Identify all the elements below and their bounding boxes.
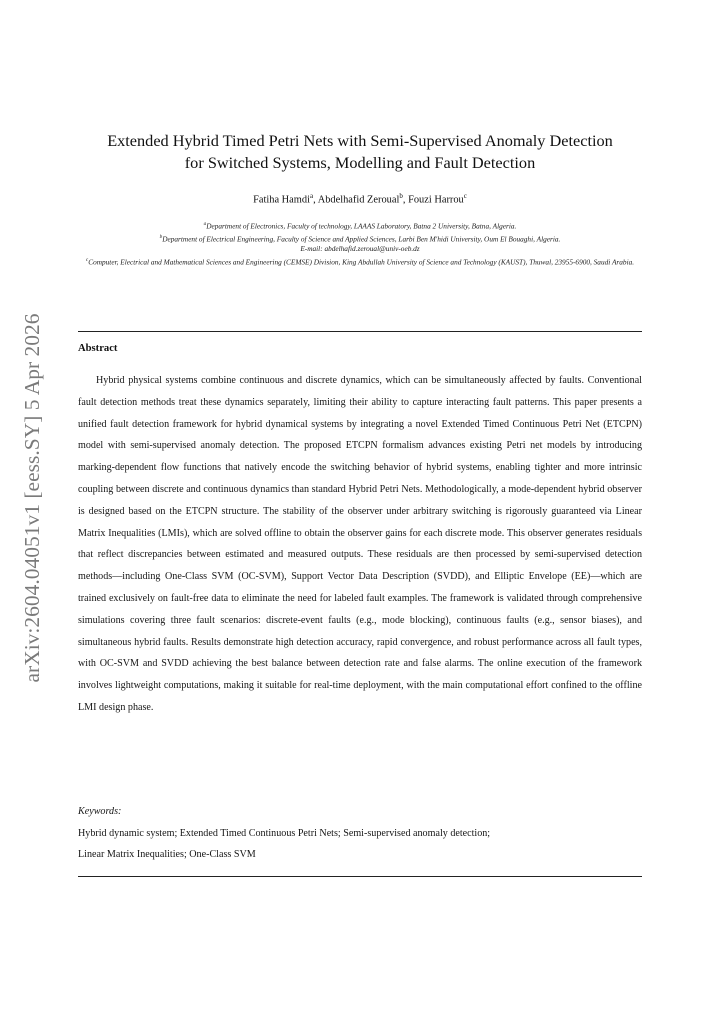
author-affil-mark: c xyxy=(463,192,467,200)
affiliations xyxy=(76,219,644,267)
author-affil-mark: b xyxy=(399,192,403,200)
affiliation-a: $^a$Department of Electronics, Faculty of technology, LAAAS Laboratory, Batna 2 University, Batna, Algeria. xyxy=(203,221,517,231)
author-list: Fatiha Hamdi$^a$, Abdelhafid Zeroual$^b$, Fouzi Harrou$^c$ xyxy=(253,192,467,206)
top-rule xyxy=(78,331,642,332)
affiliation-c: $^c$Computer, Electrical and Mathematical Sciences and Engineering (CEMSE) Division, King Abdullah University of Science and Technology (KAUST), Thuwal, 23955-6900, Saudi Arabia. xyxy=(85,256,635,267)
author-name: Fatiha Hamdi xyxy=(253,194,310,206)
abstract-heading: Abstract xyxy=(78,343,118,354)
author-name: Fouzi Harrou xyxy=(408,194,464,206)
corresponding-email: E-mail: abdelhafid.zeroual@univ-oeb.dz xyxy=(300,244,420,254)
paper-title xyxy=(76,130,644,174)
abstract-text: Hybrid physical systems combine continuous and discrete dynamics, which can be simultaneously affected by faults. Conventional fault detection methods treat these dynamics separately, limiting their ability to capture interacting fault patterns. This paper presents a unified fault detection framework for hybrid dynamical systems by integrating a novel Extended Timed Continuous Petri Net (ETCPN) model with semi-supervised anomaly detection. The proposed ETCPN formalism advances existing Petri net models by introducing marking-dependent flow functions that natively encode the switching behavior of hybrid systems, enabling tighter and more intrinsic coupling between discrete and continuous dynamics than standard Hybrid Petri Nets. Methodologically, a mode-dependent hybrid observer is designed based on the ETCPN structure. The stability of the observer under arbitrary switching is rigorously guaranteed via Linear Matrix Inequalities (LMIs), which are solved offline to obtain the observer gains for each discrete mode. This observer generates residuals that reflect discrepancies between estimated and measured outputs. These residuals are then processed by semi-supervised detection methods—including One-Class SVM (OC-SVM), Support Vector Data Description (SVDD), and Elliptic Envelope (EE)—which are trained exclusively on fault-free data to eliminate the need for labeled fault examples. The framework is validated through comprehensive simulations covering three fault scenarios: discrete-event faults (e.g., mode blocking), continuous faults (e.g., sensor biases), and simultaneous hybrid faults. Results demonstrate high detection accuracy, rapid convergence, and robust performance across all fault types, with OC-SVM and SVDD achieving the best balance between detection rate and false alarms. The online execution of the framework involves lightweight computations, making it suitable for real-time deployment, with the main computational effort confined to the offline LMI design phase. xyxy=(78,375,642,713)
keywords-line-2: Linear Matrix Inequalities; One-Class SVM xyxy=(78,848,256,860)
title-line-2: for Switched Systems, Modelling and Fault Detection xyxy=(184,153,536,172)
affiliation-b: $^b$Department of Electrical Engineering, Faculty of Science and Applied Sciences, Larbi Ben M'hidi University, Oum El Bouaghi, Algeria. xyxy=(159,233,561,244)
author-name: Abdelhafid Zeroual xyxy=(317,194,400,206)
keywords-list xyxy=(78,824,642,865)
title-line-1: Extended Hybrid Timed Petri Nets with Semi-Supervised Anomaly Detection xyxy=(107,131,613,150)
bottom-rule xyxy=(78,876,642,877)
arxiv-identifier-stamp: arXiv:2604.04051v1 [eess.SY] 5 Apr 2026 xyxy=(20,313,44,683)
keywords-label: Keywords: xyxy=(78,806,122,817)
keywords-line-1: Hybrid dynamic system; Extended Timed Continuous Petri Nets; Semi-supervised anomaly detection; xyxy=(78,828,491,839)
author-affil-mark: a xyxy=(309,192,314,200)
